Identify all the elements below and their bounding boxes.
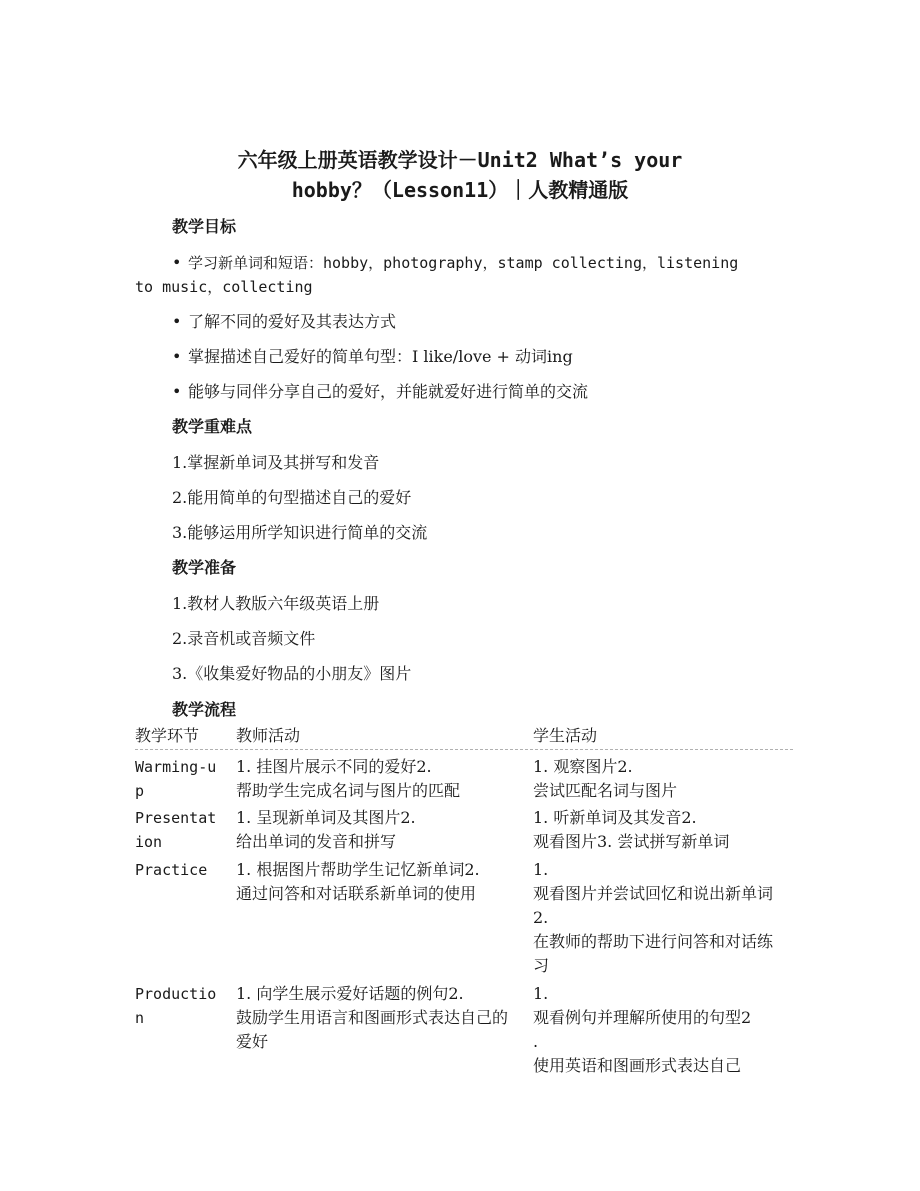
bullet-icon: • — [172, 347, 182, 366]
section-heading-preparation: 教学准备 — [172, 558, 237, 577]
preparation-item-1: 1.教材人教版六年级英语上册 — [172, 594, 380, 613]
teacher-activity-cell: 1. 根据图片帮助学生记忆新单词2. 通过问答和对话联系新单词的使用 — [236, 860, 480, 903]
bullet-icon: • — [172, 382, 182, 401]
column-header-student: 学生活动 — [533, 726, 598, 745]
section-heading-objectives: 教学目标 — [172, 217, 237, 236]
student-activity-cell: 1. 观察图片2. 尝试匹配名词与图片 — [533, 757, 678, 800]
objective-item-1-continuation: to music，collecting — [135, 278, 313, 296]
section-heading-key-points: 教学重难点 — [172, 417, 253, 436]
column-header-stage: 教学环节 — [135, 726, 200, 745]
teacher-activity-cell: 1. 挂图片展示不同的爱好2. 帮助学生完成名词与图片的匹配 — [236, 757, 461, 800]
objective-item-2: • 了解不同的爱好及其表达方式 — [172, 310, 396, 334]
document-title-line-2: hobby？（Lesson11）｜人教精通版 — [291, 178, 629, 202]
key-point-item-2: 2.能用简单的句型描述自己的爱好 — [172, 488, 412, 507]
preparation-item-2: 2.录音机或音频文件 — [172, 629, 316, 648]
student-activity-cell: 1. 听新单词及其发音2. 观看图片3. 尝试拼写新单词 — [533, 808, 730, 851]
key-point-item-3: 3.能够运用所学知识进行简单的交流 — [172, 523, 428, 542]
bullet-icon: • — [172, 312, 182, 331]
section-heading-process: 教学流程 — [172, 700, 237, 719]
student-activity-cell: 1. 观看图片并尝试回忆和说出新单词2. 在教师的帮助下进行问答和对话练习 — [533, 860, 774, 975]
objective-item-3: • 掌握描述自己爱好的简单句型：I like/love + 动词ing — [172, 345, 573, 369]
preparation-item-3: 3.《收集爱好物品的小朋友》图片 — [172, 664, 412, 683]
stage-cell: Practice — [135, 861, 208, 879]
stage-cell: Presentation — [135, 809, 217, 851]
key-point-item-1: 1.掌握新单词及其拼写和发音 — [172, 453, 380, 472]
objective-item-1: • 学习新单词和短语：hobby，photography，stamp collecting，listening — [172, 251, 738, 275]
objective-item-4: • 能够与同伴分享自己的爱好，并能就爱好进行简单的交流 — [172, 380, 588, 404]
stage-cell: Warming-up — [135, 758, 217, 800]
teacher-activity-cell: 1. 呈现新单词及其图片2. 给出单词的发音和拼写 — [236, 808, 416, 851]
document-title-line-1: 六年级上册英语教学设计－Unit2 What’s your — [237, 148, 683, 172]
bullet-icon: • — [172, 253, 182, 272]
student-activity-cell: 1. 观看例句并理解所使用的句型2 . 使用英语和图画形式表达自己 — [533, 984, 752, 1075]
process-table-header — [135, 724, 793, 750]
column-header-teacher: 教师活动 — [236, 726, 301, 745]
stage-cell: Production — [135, 985, 217, 1027]
teacher-activity-cell: 1. 向学生展示爱好话题的例句2. 鼓励学生用语言和图画形式表达自己的爱好 — [236, 984, 509, 1051]
